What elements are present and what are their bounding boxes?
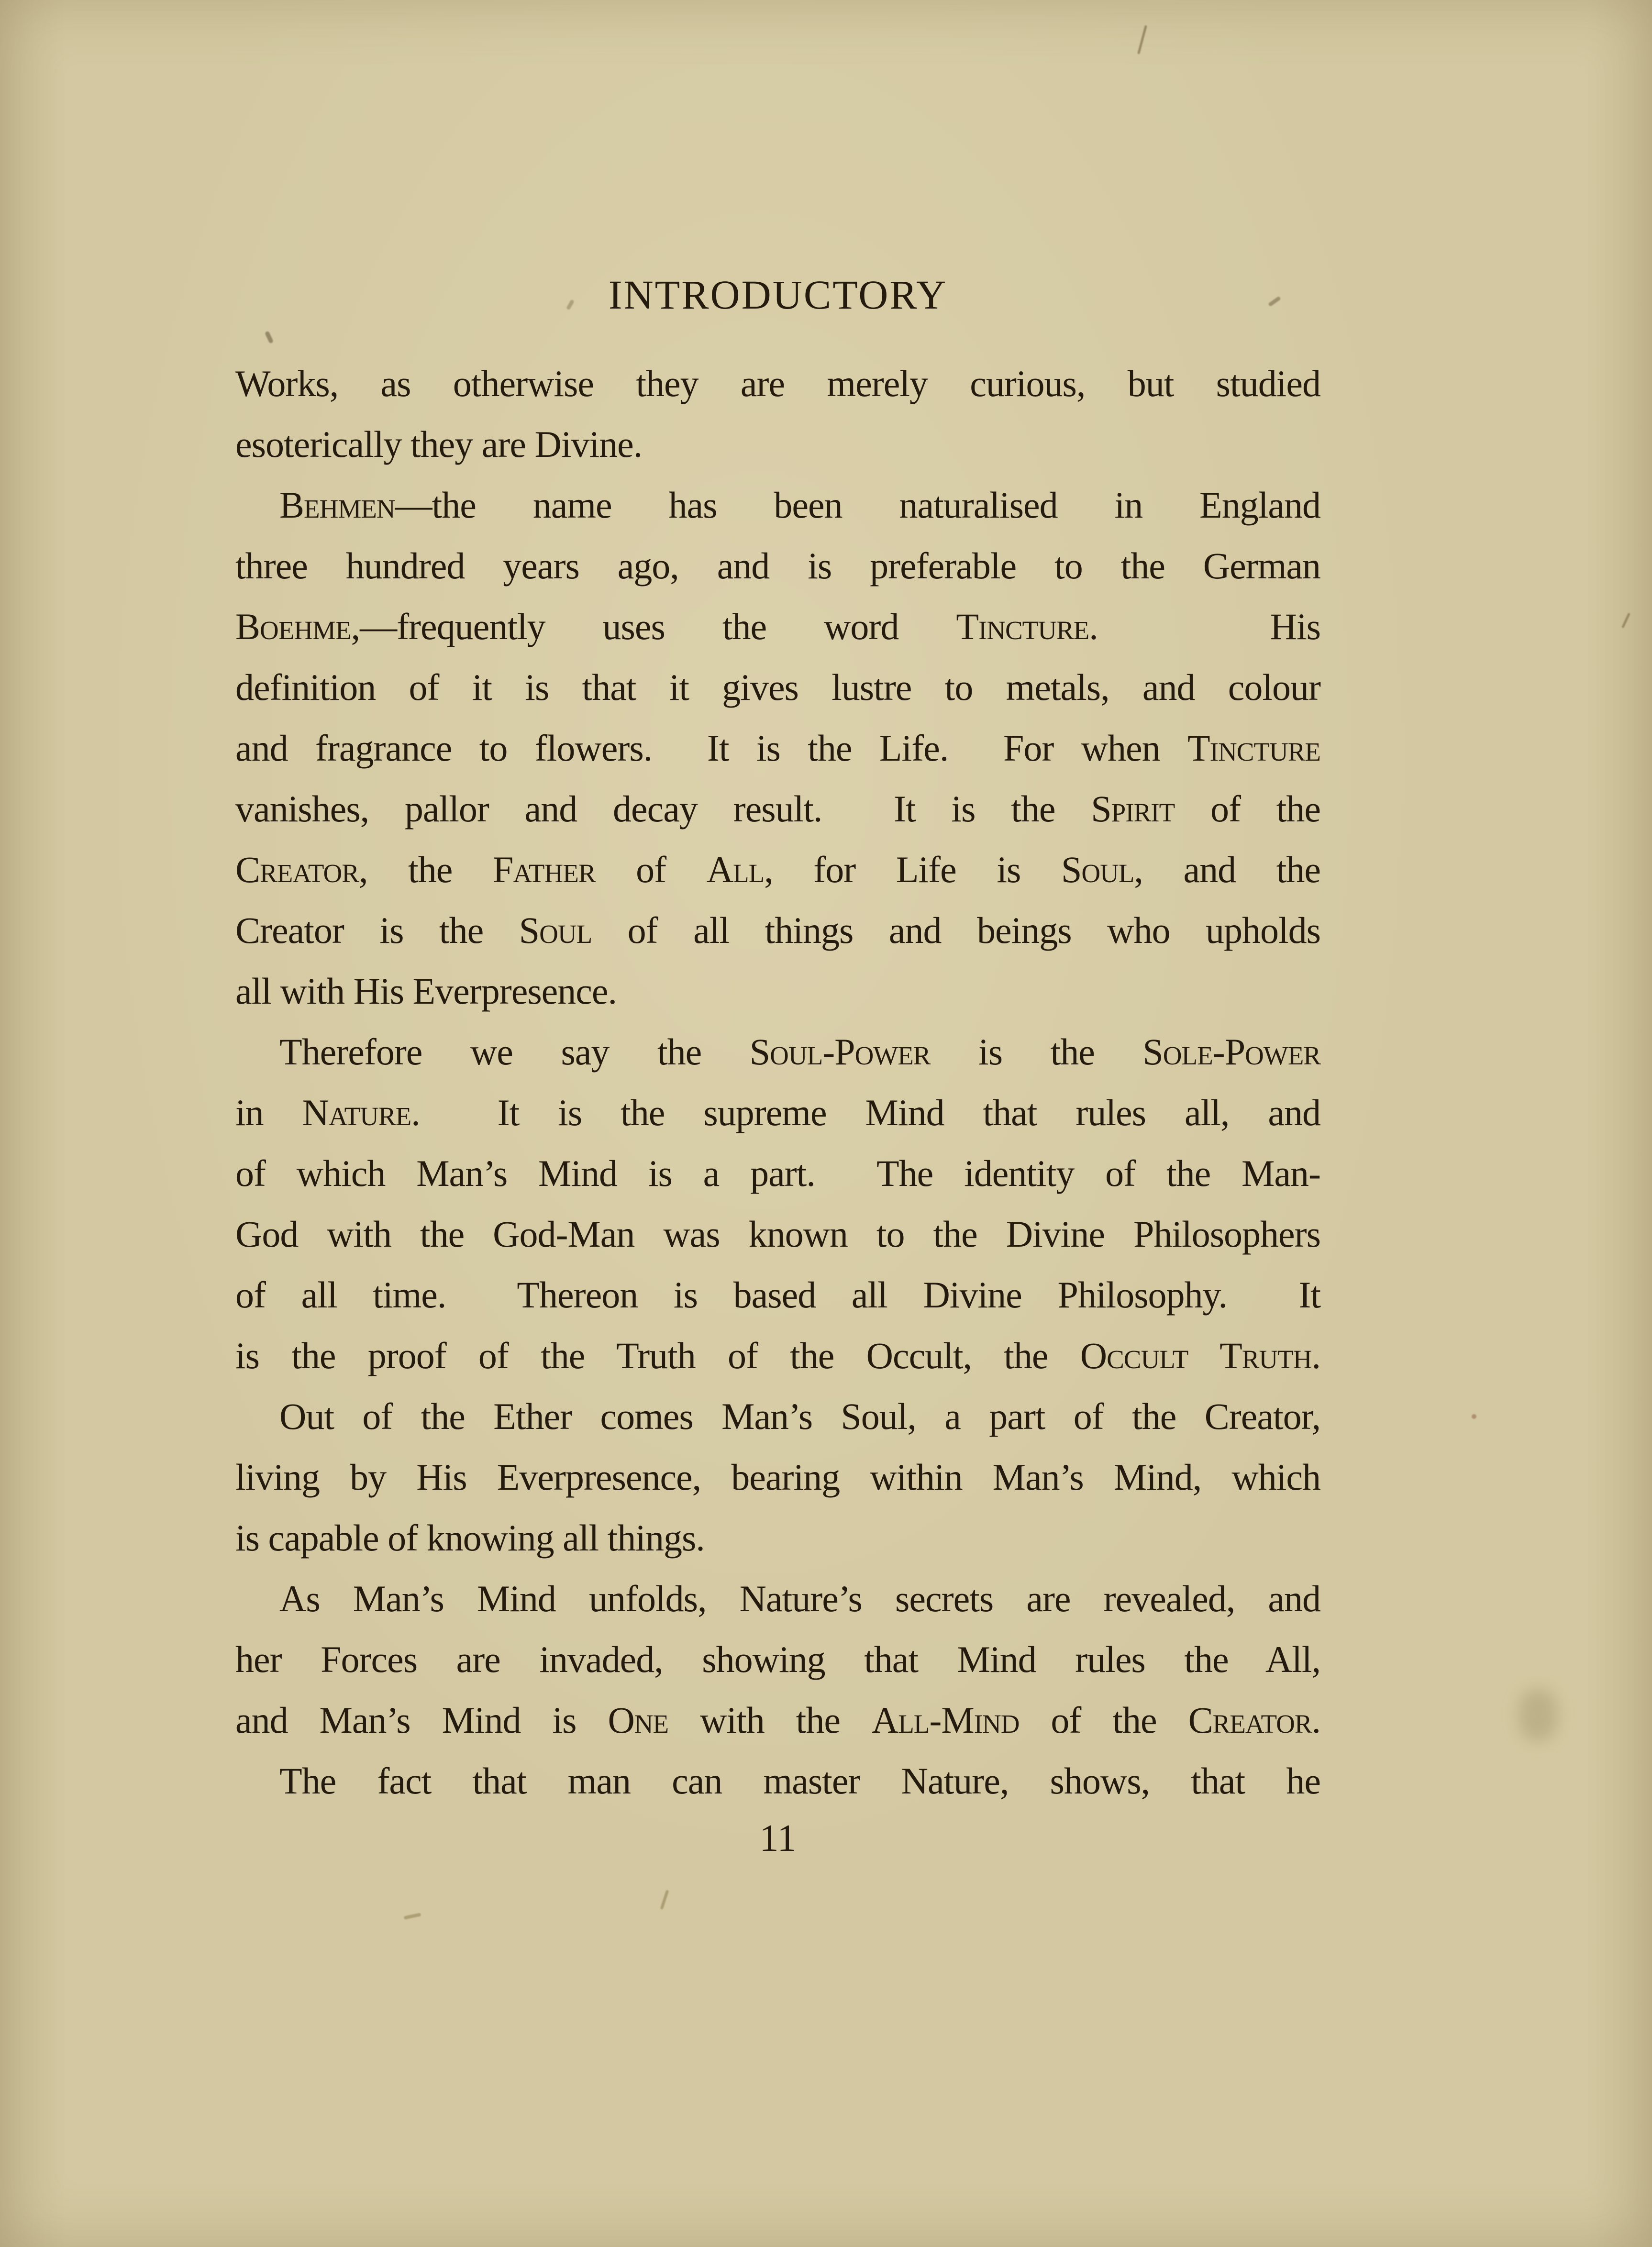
page-number: 11 — [759, 1817, 797, 1860]
text-line — [235, 1021, 1320, 1082]
text-line — [235, 414, 1320, 475]
small-caps-text: All — [706, 849, 765, 890]
text-run: ,—frequently uses the word — [351, 606, 956, 647]
small-caps-text: Sole-Power — [1142, 1031, 1320, 1073]
text-run: is the proof of the Truth of the Occult, the — [235, 1335, 1080, 1376]
text-line — [235, 1447, 1320, 1507]
page-title: INTRODUCTORY — [608, 272, 948, 318]
text-run: of the — [1019, 1699, 1188, 1741]
text-line — [235, 1386, 1320, 1447]
text-run: . His — [1089, 606, 1320, 647]
paper-speck — [1519, 1689, 1557, 1741]
text-run: Creator is the — [235, 909, 519, 951]
small-caps-text: Soul — [1061, 849, 1134, 890]
text-run: her Forces are invaded, showing that Mind rules the All, — [235, 1638, 1320, 1680]
text-run: and fragrance to flowers. It is the Life. For when — [235, 727, 1188, 769]
text-line — [235, 596, 1320, 657]
text-line — [235, 1204, 1320, 1264]
paper-speck — [1137, 25, 1147, 54]
small-caps-text: All-Mind — [871, 1699, 1020, 1741]
paper-speck — [404, 1913, 421, 1919]
small-caps-text: Occult Truth — [1080, 1335, 1312, 1376]
small-caps-text: Nature — [302, 1092, 411, 1133]
text-run: of — [595, 849, 707, 890]
small-caps-text: Creator — [235, 849, 359, 890]
text-line — [235, 778, 1320, 839]
small-caps-text: Tincture — [1187, 727, 1320, 769]
text-line — [235, 1629, 1320, 1690]
small-caps-text: One — [608, 1699, 669, 1741]
paper-speck — [1621, 613, 1630, 629]
text-line — [235, 1690, 1320, 1750]
text-run: . It is the supreme Mind that rules all, and — [411, 1092, 1320, 1133]
small-caps-text: Tincture — [956, 606, 1089, 647]
small-caps-text: Spirit — [1091, 788, 1175, 830]
text-run: definition of it is that it gives lustre to metals, and colour — [235, 666, 1320, 708]
text-run: three hundred years ago, and is preferable to the German — [235, 545, 1320, 587]
text-run: Works, as otherwise they are merely curious, but studied — [235, 363, 1320, 404]
text-line — [235, 1750, 1320, 1811]
small-caps-text: Soul — [519, 909, 592, 951]
text-line — [235, 839, 1320, 900]
text-line — [235, 1325, 1320, 1386]
text-run: vanishes, pallor and decay result. It is the — [235, 788, 1091, 830]
text-line — [235, 1264, 1320, 1325]
text-line — [235, 718, 1320, 778]
text-line — [235, 1143, 1320, 1204]
text-run: of all things and beings who upholds — [592, 909, 1321, 951]
small-caps-text: Boehme — [235, 606, 351, 647]
text-line — [235, 657, 1320, 718]
text-run: all with His Everpresence. — [235, 970, 617, 1012]
small-caps-text: Behmen — [279, 484, 395, 526]
text-run: is the — [930, 1031, 1143, 1073]
text-line — [235, 1507, 1320, 1568]
text-run: Out of the Ether comes Man’s Soul, a part of the Creator, — [279, 1395, 1320, 1437]
text-run: . — [1311, 1335, 1320, 1376]
text-line — [235, 1568, 1320, 1629]
body-text — [235, 353, 1320, 1811]
text-run: is capable of knowing all things. — [235, 1517, 705, 1559]
text-run: and Man’s Mind is — [235, 1699, 608, 1741]
text-run: —the name has been naturalised in England — [395, 484, 1320, 526]
text-line — [235, 475, 1320, 535]
text-line — [235, 353, 1320, 414]
text-line — [235, 900, 1320, 961]
text-run: , and the — [1134, 849, 1320, 890]
text-run: Therefore we say the — [279, 1031, 750, 1073]
text-run: . — [1311, 1699, 1321, 1741]
text-line — [235, 535, 1320, 596]
small-caps-text: Soul-Power — [749, 1031, 931, 1073]
text-run: in — [235, 1092, 302, 1133]
text-run: of the — [1175, 788, 1321, 830]
text-run: As Man’s Mind unfolds, Nature’s secrets are revealed, and — [279, 1578, 1320, 1619]
text-run: of all time. Thereon is based all Divine Philosophy. It — [235, 1274, 1320, 1316]
text-run: with the — [668, 1699, 872, 1741]
small-caps-text: Creator — [1188, 1699, 1312, 1741]
text-line — [235, 1082, 1320, 1143]
text-run: living by His Everpresence, bearing within Man’s Mind, which — [235, 1456, 1320, 1498]
paper-speck — [660, 1890, 669, 1910]
paper-speck — [265, 331, 274, 343]
text-run: esoterically they are Divine. — [235, 423, 643, 465]
text-run: God with the God-Man was known to the Divine Philosophers — [235, 1213, 1320, 1255]
text-run: of which Man’s Mind is a part. The identity of the Man- — [235, 1152, 1320, 1194]
paper-speck — [1472, 1414, 1476, 1419]
text-run: , the — [358, 849, 493, 890]
text-run: The fact that man can master Nature, shows, that he — [279, 1760, 1320, 1802]
small-caps-text: Father — [492, 849, 596, 890]
text-run: , for Life is — [764, 849, 1061, 890]
text-line — [235, 961, 1320, 1021]
